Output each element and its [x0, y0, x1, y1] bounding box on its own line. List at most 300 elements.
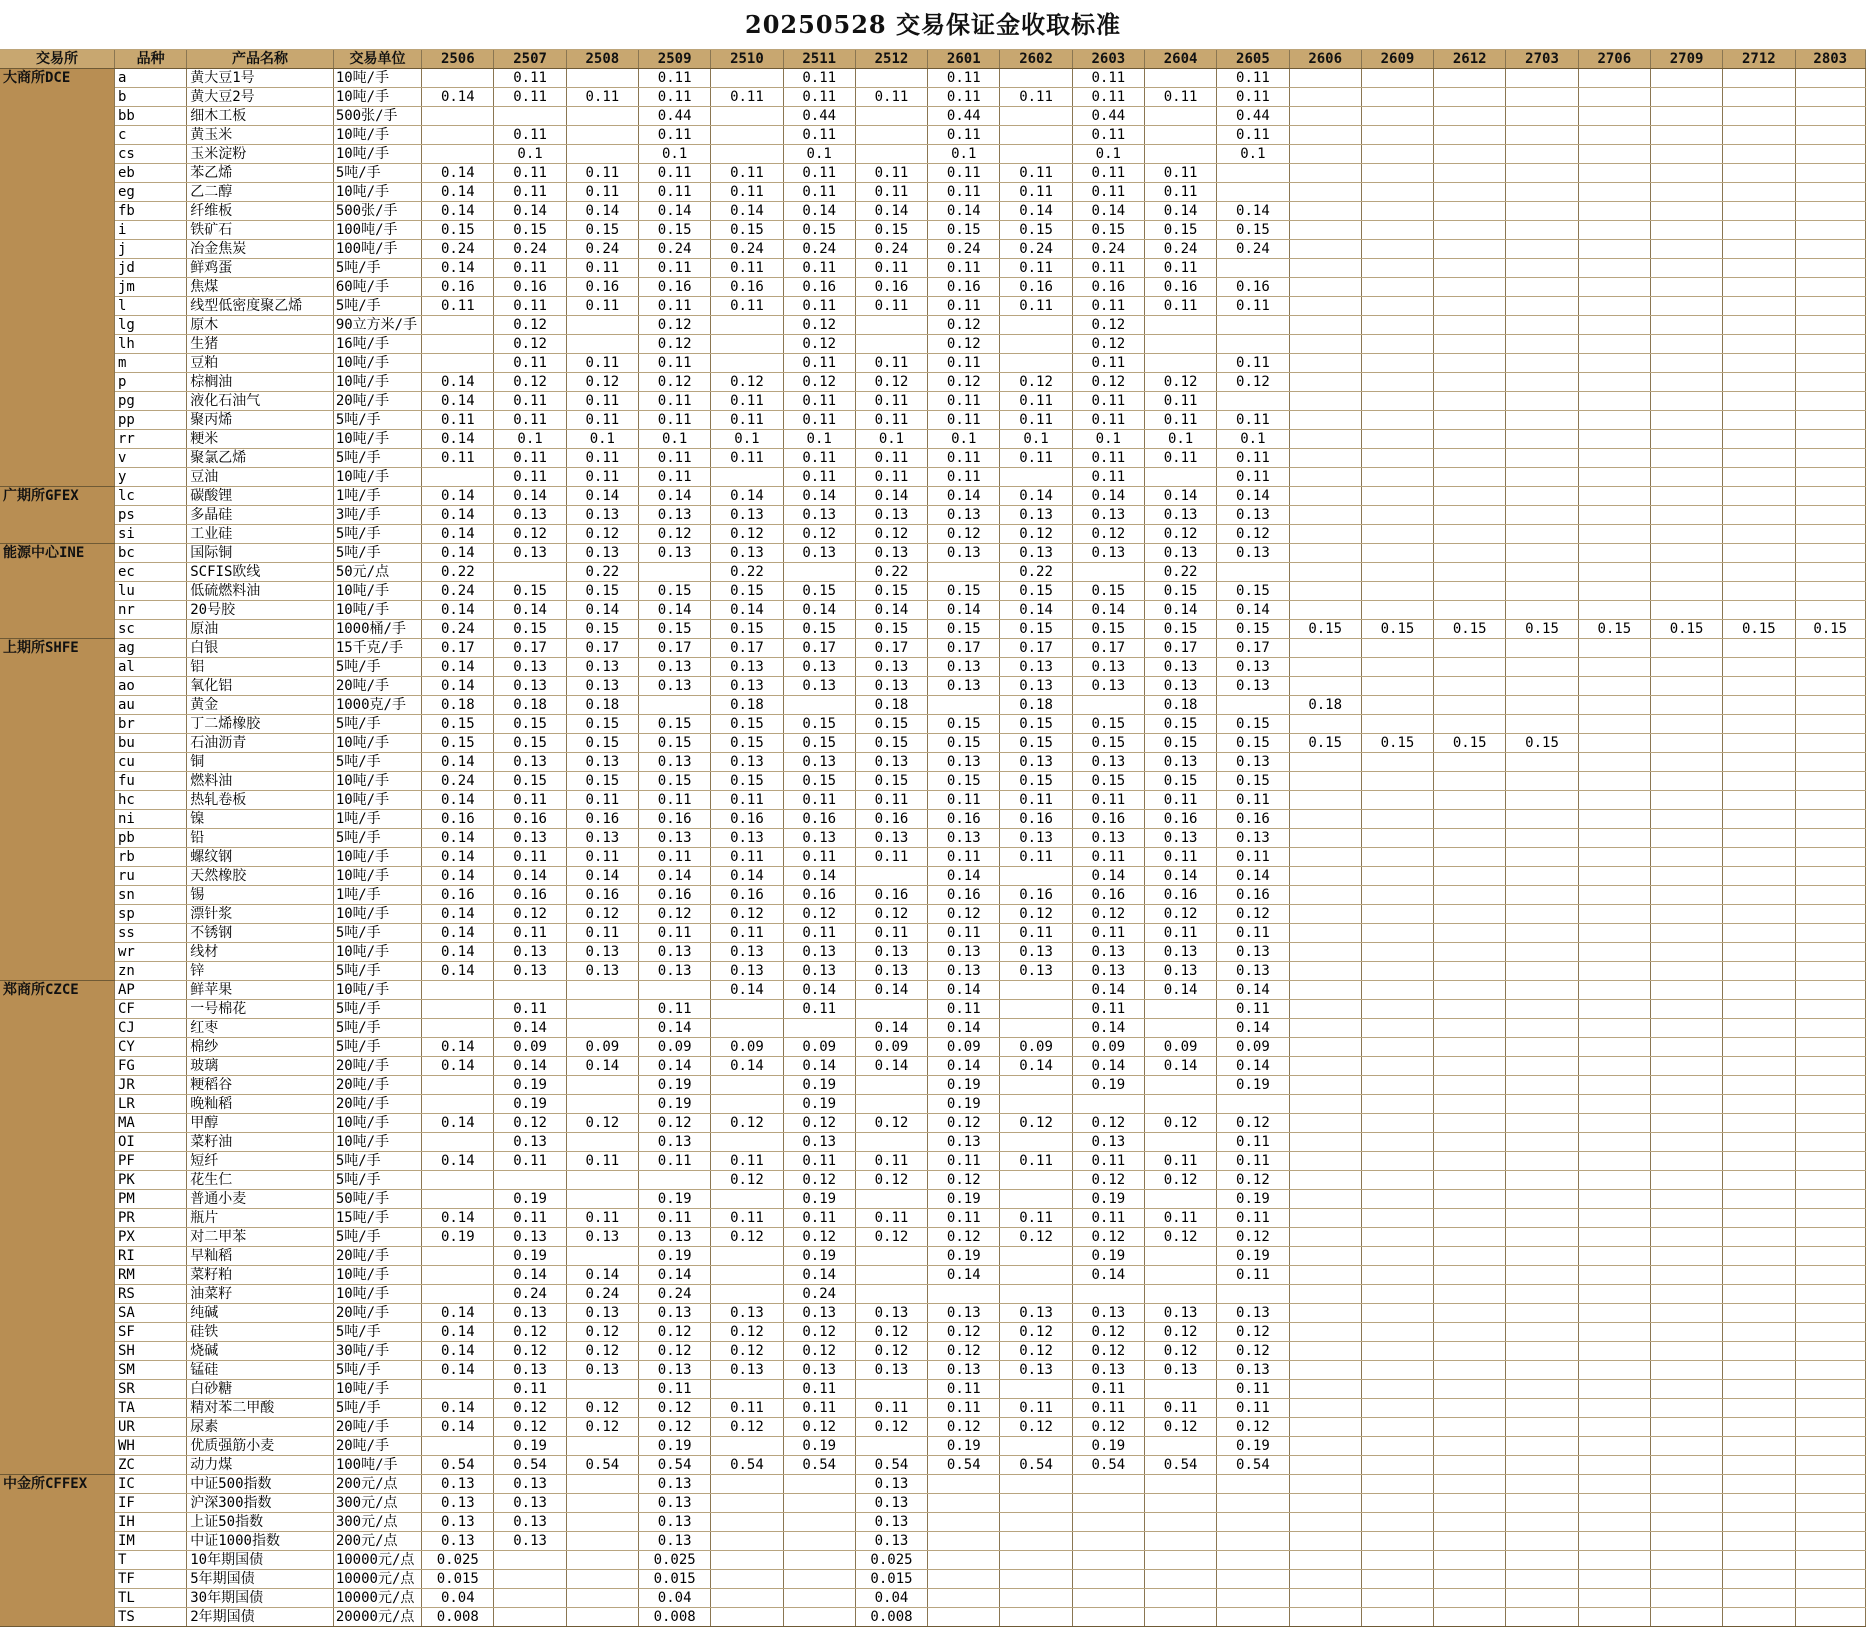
- margin-rate-cell: [1723, 1380, 1795, 1399]
- margin-rate-cell: [1650, 829, 1722, 848]
- margin-rate-cell: [1506, 1513, 1578, 1532]
- margin-rate-cell: [1000, 1589, 1072, 1608]
- margin-rate-cell: [1578, 1380, 1650, 1399]
- margin-rate-cell: [1289, 1380, 1361, 1399]
- product-name-cell: 石油沥青: [187, 734, 334, 753]
- margin-rate-cell: [1506, 1247, 1578, 1266]
- unit-cell: 5吨/手: [333, 1323, 421, 1342]
- margin-rate-cell: 0.12: [711, 1418, 783, 1437]
- product-name-cell: 粳稻谷: [187, 1076, 334, 1095]
- table-row: [0, 734, 1866, 753]
- margin-rate-cell: 0.13: [639, 1475, 711, 1494]
- margin-rate-cell: [1361, 886, 1433, 905]
- margin-rate-cell: [494, 1171, 566, 1190]
- margin-rate-cell: 0.11: [1144, 791, 1216, 810]
- margin-rate-cell: 0.11: [1000, 88, 1072, 107]
- unit-cell: 200元/点: [333, 1475, 421, 1494]
- margin-rate-cell: 0.16: [1144, 278, 1216, 297]
- margin-rate-cell: 0.19: [494, 1095, 566, 1114]
- unit-cell: 10吨/手: [333, 430, 421, 449]
- margin-rate-cell: [1795, 544, 1866, 563]
- margin-rate-cell: [1289, 1095, 1361, 1114]
- margin-rate-cell: 0.14: [422, 601, 494, 620]
- margin-rate-cell: [1650, 1152, 1722, 1171]
- margin-rate-cell: [1361, 88, 1433, 107]
- unit-cell: 20吨/手: [333, 1057, 421, 1076]
- margin-rate-cell: [1578, 563, 1650, 582]
- margin-rate-cell: [1650, 639, 1722, 658]
- margin-rate-cell: [1361, 677, 1433, 696]
- margin-rate-cell: [1217, 316, 1289, 335]
- margin-rate-cell: 0.14: [711, 981, 783, 1000]
- margin-rate-cell: 0.11: [639, 354, 711, 373]
- margin-rate-cell: 0.15: [783, 715, 855, 734]
- margin-rate-cell: [1723, 1437, 1795, 1456]
- margin-rate-cell: [422, 107, 494, 126]
- margin-rate-cell: 0.008: [422, 1608, 494, 1627]
- margin-rate-cell: [855, 1266, 927, 1285]
- margin-rate-cell: 0.11: [1144, 1399, 1216, 1418]
- margin-rate-cell: [566, 1133, 638, 1152]
- margin-rate-cell: 0.16: [1144, 886, 1216, 905]
- margin-rate-cell: [1000, 1380, 1072, 1399]
- margin-rate-cell: 0.11: [1217, 1380, 1289, 1399]
- margin-rate-cell: 0.12: [783, 373, 855, 392]
- margin-rate-cell: 0.11: [855, 468, 927, 487]
- margin-rate-cell: [1578, 411, 1650, 430]
- code-cell: al: [114, 658, 186, 677]
- margin-rate-cell: [1578, 1323, 1650, 1342]
- margin-rate-cell: [1434, 867, 1506, 886]
- margin-rate-cell: 0.11: [566, 449, 638, 468]
- table-row: [0, 126, 1866, 145]
- margin-rate-cell: 0.12: [1217, 1323, 1289, 1342]
- margin-rate-cell: [1650, 1247, 1722, 1266]
- margin-rate-cell: 0.12: [1000, 1228, 1072, 1247]
- margin-rate-cell: [1289, 924, 1361, 943]
- margin-rate-cell: [1217, 259, 1289, 278]
- margin-rate-cell: 0.1: [494, 430, 566, 449]
- margin-rate-cell: [1650, 202, 1722, 221]
- margin-rate-cell: [855, 69, 927, 88]
- unit-cell: 10吨/手: [333, 905, 421, 924]
- margin-rate-cell: [1650, 1380, 1722, 1399]
- margin-rate-cell: [1361, 1190, 1433, 1209]
- column-header: 2703: [1506, 50, 1578, 69]
- margin-rate-cell: 0.11: [1072, 297, 1144, 316]
- margin-rate-cell: [1144, 1133, 1216, 1152]
- margin-rate-cell: [1506, 1399, 1578, 1418]
- margin-rate-cell: 0.12: [928, 525, 1000, 544]
- product-name-cell: 天然橡胶: [187, 867, 334, 886]
- margin-rate-cell: 0.13: [928, 658, 1000, 677]
- code-cell: PX: [114, 1228, 186, 1247]
- margin-rate-cell: 0.11: [1000, 183, 1072, 202]
- table-row: [0, 1418, 1866, 1437]
- margin-rate-cell: [1506, 1456, 1578, 1475]
- margin-rate-cell: [1795, 430, 1866, 449]
- code-cell: SM: [114, 1361, 186, 1380]
- margin-rate-cell: 0.12: [494, 1114, 566, 1133]
- margin-rate-cell: 0.19: [639, 1095, 711, 1114]
- margin-rate-cell: 0.11: [855, 392, 927, 411]
- margin-rate-cell: [1506, 164, 1578, 183]
- margin-rate-cell: [1289, 1038, 1361, 1057]
- margin-rate-cell: [711, 1551, 783, 1570]
- code-cell: WH: [114, 1437, 186, 1456]
- code-cell: ps: [114, 506, 186, 525]
- margin-rate-cell: [1723, 392, 1795, 411]
- margin-rate-cell: 0.11: [783, 164, 855, 183]
- code-cell: m: [114, 354, 186, 373]
- table-row: [0, 943, 1866, 962]
- margin-rate-cell: 0.18: [1000, 696, 1072, 715]
- margin-rate-cell: 0.11: [639, 924, 711, 943]
- margin-rate-cell: 0.11: [711, 1152, 783, 1171]
- margin-rate-cell: [1795, 145, 1866, 164]
- margin-rate-cell: [494, 107, 566, 126]
- margin-rate-cell: 0.15: [1361, 734, 1433, 753]
- code-cell: PR: [114, 1209, 186, 1228]
- unit-cell: 90立方米/手: [333, 316, 421, 335]
- margin-rate-cell: 0.12: [855, 1323, 927, 1342]
- margin-rate-cell: [1289, 1551, 1361, 1570]
- margin-rate-cell: 0.11: [1072, 411, 1144, 430]
- unit-cell: 10吨/手: [333, 943, 421, 962]
- margin-rate-cell: 0.13: [639, 753, 711, 772]
- margin-rate-cell: [1000, 468, 1072, 487]
- margin-rate-cell: 0.12: [711, 1171, 783, 1190]
- margin-rate-cell: 0.11: [1144, 88, 1216, 107]
- table-row: [0, 1513, 1866, 1532]
- margin-rate-cell: 0.19: [639, 1190, 711, 1209]
- table-row: [0, 1475, 1866, 1494]
- margin-rate-cell: 0.14: [639, 1266, 711, 1285]
- margin-rate-cell: [1650, 1608, 1722, 1627]
- product-name-cell: 锰硅: [187, 1361, 334, 1380]
- margin-rate-cell: [1434, 297, 1506, 316]
- margin-rate-cell: 0.13: [566, 829, 638, 848]
- margin-rate-cell: [566, 1570, 638, 1589]
- margin-rate-cell: [855, 335, 927, 354]
- margin-rate-cell: [1361, 145, 1433, 164]
- margin-rate-cell: [1650, 221, 1722, 240]
- margin-rate-cell: 0.15: [711, 620, 783, 639]
- margin-rate-cell: [1289, 240, 1361, 259]
- margin-rate-cell: [1361, 1019, 1433, 1038]
- margin-rate-cell: [1289, 392, 1361, 411]
- margin-rate-cell: [1434, 525, 1506, 544]
- margin-rate-cell: 0.11: [1072, 354, 1144, 373]
- margin-rate-cell: 0.11: [855, 354, 927, 373]
- margin-rate-cell: 0.15: [422, 734, 494, 753]
- unit-cell: 10吨/手: [333, 601, 421, 620]
- margin-rate-cell: 0.13: [1000, 753, 1072, 772]
- margin-rate-cell: 0.11: [494, 126, 566, 145]
- margin-rate-cell: [1723, 563, 1795, 582]
- margin-rate-cell: [1144, 145, 1216, 164]
- margin-rate-cell: 0.11: [494, 1000, 566, 1019]
- margin-rate-cell: [1000, 335, 1072, 354]
- margin-rate-cell: [1217, 696, 1289, 715]
- margin-rate-cell: [1506, 981, 1578, 1000]
- margin-rate-cell: [1144, 1266, 1216, 1285]
- margin-rate-cell: 0.13: [855, 1494, 927, 1513]
- margin-rate-cell: [639, 1171, 711, 1190]
- margin-rate-cell: 0.13: [1144, 943, 1216, 962]
- margin-rate-cell: 0.13: [1144, 677, 1216, 696]
- margin-rate-cell: [1723, 582, 1795, 601]
- margin-rate-cell: [1578, 278, 1650, 297]
- margin-rate-cell: 0.12: [1000, 1323, 1072, 1342]
- product-name-cell: 普通小麦: [187, 1190, 334, 1209]
- margin-rate-cell: 0.12: [1144, 1114, 1216, 1133]
- margin-rate-cell: [1434, 1532, 1506, 1551]
- margin-rate-cell: [1578, 867, 1650, 886]
- margin-rate-cell: [855, 1076, 927, 1095]
- margin-rate-cell: 0.13: [639, 1228, 711, 1247]
- margin-rate-cell: 0.11: [1217, 297, 1289, 316]
- margin-rate-cell: [1578, 1532, 1650, 1551]
- margin-rate-cell: 0.15: [566, 582, 638, 601]
- margin-rate-cell: [1361, 867, 1433, 886]
- margin-rate-cell: [1795, 677, 1866, 696]
- margin-rate-cell: 0.1: [1072, 145, 1144, 164]
- margin-rate-cell: [711, 1570, 783, 1589]
- margin-rate-cell: [422, 1380, 494, 1399]
- margin-rate-cell: 0.17: [1000, 639, 1072, 658]
- margin-rate-cell: 0.17: [1217, 639, 1289, 658]
- margin-rate-cell: 0.16: [928, 886, 1000, 905]
- margin-rate-cell: [1361, 373, 1433, 392]
- margin-rate-cell: 0.17: [1144, 639, 1216, 658]
- product-name-cell: 精对苯二甲酸: [187, 1399, 334, 1418]
- margin-rate-cell: [711, 1133, 783, 1152]
- margin-rate-cell: 0.11: [494, 392, 566, 411]
- margin-rate-cell: 0.15: [711, 715, 783, 734]
- margin-rate-cell: [1506, 943, 1578, 962]
- margin-rate-cell: 0.12: [1072, 905, 1144, 924]
- margin-rate-cell: 0.13: [1144, 506, 1216, 525]
- margin-rate-cell: [1072, 563, 1144, 582]
- margin-rate-cell: 0.11: [1217, 1133, 1289, 1152]
- margin-rate-cell: 0.14: [783, 1266, 855, 1285]
- margin-rate-cell: 0.13: [422, 1475, 494, 1494]
- margin-rate-cell: 0.54: [1217, 1456, 1289, 1475]
- code-cell: ss: [114, 924, 186, 943]
- margin-rate-cell: [1506, 430, 1578, 449]
- margin-rate-cell: [1723, 430, 1795, 449]
- margin-rate-cell: [1723, 601, 1795, 620]
- margin-rate-cell: 0.12: [783, 1228, 855, 1247]
- margin-rate-cell: [422, 981, 494, 1000]
- unit-cell: 20吨/手: [333, 392, 421, 411]
- margin-rate-cell: 0.16: [855, 810, 927, 829]
- margin-rate-cell: 0.12: [566, 525, 638, 544]
- code-cell: bu: [114, 734, 186, 753]
- margin-rate-cell: 0.14: [855, 601, 927, 620]
- margin-rate-cell: 0.11: [783, 69, 855, 88]
- product-name-cell: 不锈钢: [187, 924, 334, 943]
- margin-rate-cell: 0.15: [422, 715, 494, 734]
- margin-rate-cell: [1650, 506, 1722, 525]
- table-row: [0, 354, 1866, 373]
- unit-cell: 30吨/手: [333, 1342, 421, 1361]
- margin-rate-cell: 0.15: [1144, 620, 1216, 639]
- margin-rate-cell: [1723, 354, 1795, 373]
- margin-rate-cell: [1723, 791, 1795, 810]
- unit-cell: 5吨/手: [333, 297, 421, 316]
- table-row: [0, 658, 1866, 677]
- margin-rate-cell: [422, 1285, 494, 1304]
- margin-rate-cell: [711, 145, 783, 164]
- margin-rate-cell: [1578, 848, 1650, 867]
- margin-rate-cell: [1795, 1266, 1866, 1285]
- code-cell: cu: [114, 753, 186, 772]
- product-name-cell: 镍: [187, 810, 334, 829]
- margin-rate-cell: [1506, 1019, 1578, 1038]
- table-row: [0, 1361, 1866, 1380]
- margin-rate-cell: 0.15: [494, 221, 566, 240]
- margin-rate-cell: [1289, 1608, 1361, 1627]
- margin-rate-cell: [1650, 1285, 1722, 1304]
- margin-rate-cell: [1795, 240, 1866, 259]
- unit-cell: 10吨/手: [333, 791, 421, 810]
- margin-rate-cell: 0.13: [711, 1304, 783, 1323]
- margin-rate-cell: 0.12: [1072, 316, 1144, 335]
- margin-rate-cell: [1578, 126, 1650, 145]
- margin-rate-cell: 0.04: [639, 1589, 711, 1608]
- margin-rate-cell: [1434, 1057, 1506, 1076]
- margin-rate-cell: [422, 468, 494, 487]
- margin-rate-cell: [566, 145, 638, 164]
- margin-rate-cell: [1795, 1323, 1866, 1342]
- margin-rate-cell: 0.14: [1144, 981, 1216, 1000]
- margin-rate-cell: [1650, 1570, 1722, 1589]
- product-name-cell: 纯碱: [187, 1304, 334, 1323]
- margin-rate-cell: [783, 1494, 855, 1513]
- margin-rate-cell: 0.13: [1072, 1133, 1144, 1152]
- margin-rate-cell: [1289, 1076, 1361, 1095]
- margin-rate-cell: 0.54: [494, 1456, 566, 1475]
- margin-rate-cell: [1144, 316, 1216, 335]
- column-header: 2509: [639, 50, 711, 69]
- margin-rate-cell: 0.44: [928, 107, 1000, 126]
- margin-rate-cell: 0.54: [422, 1456, 494, 1475]
- margin-rate-cell: [711, 335, 783, 354]
- margin-rate-cell: [1289, 373, 1361, 392]
- margin-rate-cell: 0.11: [855, 924, 927, 943]
- margin-rate-cell: 0.11: [566, 297, 638, 316]
- margin-rate-cell: [1434, 1418, 1506, 1437]
- table-row: [0, 525, 1866, 544]
- margin-rate-cell: 0.11: [1072, 1399, 1144, 1418]
- margin-rate-cell: [1289, 810, 1361, 829]
- margin-rate-cell: 0.14: [566, 1266, 638, 1285]
- margin-rate-cell: 0.14: [1072, 981, 1144, 1000]
- margin-rate-cell: [1795, 354, 1866, 373]
- margin-rate-cell: [1144, 1608, 1216, 1627]
- margin-rate-cell: 0.13: [855, 1532, 927, 1551]
- margin-rate-cell: [1578, 1228, 1650, 1247]
- margin-rate-cell: 0.12: [494, 1418, 566, 1437]
- margin-rate-cell: [1289, 506, 1361, 525]
- margin-rate-cell: [1578, 1057, 1650, 1076]
- margin-rate-cell: [1361, 259, 1433, 278]
- margin-rate-cell: [1434, 810, 1506, 829]
- margin-rate-cell: [1000, 354, 1072, 373]
- product-name-cell: 豆粕: [187, 354, 334, 373]
- margin-rate-cell: 0.13: [928, 1133, 1000, 1152]
- code-cell: rb: [114, 848, 186, 867]
- margin-rate-cell: [1723, 69, 1795, 88]
- margin-rate-cell: 0.14: [422, 392, 494, 411]
- margin-rate-cell: 0.11: [1217, 1399, 1289, 1418]
- margin-rate-cell: 0.19: [1217, 1190, 1289, 1209]
- code-cell: IC: [114, 1475, 186, 1494]
- margin-rate-cell: [1289, 563, 1361, 582]
- margin-rate-cell: 0.11: [494, 848, 566, 867]
- margin-rate-cell: [422, 1171, 494, 1190]
- margin-rate-cell: 0.11: [1072, 1000, 1144, 1019]
- unit-cell: 10吨/手: [333, 582, 421, 601]
- margin-rate-cell: [1434, 886, 1506, 905]
- unit-cell: 5吨/手: [333, 715, 421, 734]
- margin-rate-cell: [928, 1532, 1000, 1551]
- unit-cell: 10吨/手: [333, 468, 421, 487]
- margin-rate-cell: 0.11: [855, 449, 927, 468]
- margin-rate-cell: [1361, 1456, 1433, 1475]
- margin-rate-cell: 0.15: [783, 620, 855, 639]
- margin-rate-cell: 0.14: [855, 981, 927, 1000]
- margin-rate-cell: [1434, 1456, 1506, 1475]
- margin-rate-cell: [1000, 1076, 1072, 1095]
- margin-rate-cell: [1650, 1190, 1722, 1209]
- margin-rate-cell: 0.14: [1000, 202, 1072, 221]
- margin-rate-cell: 0.16: [1000, 810, 1072, 829]
- margin-rate-cell: 0.11: [566, 354, 638, 373]
- margin-rate-cell: 0.16: [422, 278, 494, 297]
- code-cell: y: [114, 468, 186, 487]
- margin-rate-cell: 0.13: [783, 677, 855, 696]
- code-cell: AP: [114, 981, 186, 1000]
- margin-rate-cell: [1795, 867, 1866, 886]
- margin-rate-cell: 0.11: [1144, 1209, 1216, 1228]
- product-name-cell: 上证50指数: [187, 1513, 334, 1532]
- margin-rate-cell: [1650, 1399, 1722, 1418]
- margin-rate-cell: 0.15: [855, 582, 927, 601]
- margin-rate-cell: 0.12: [855, 1171, 927, 1190]
- margin-rate-cell: [928, 1475, 1000, 1494]
- margin-rate-cell: [1144, 107, 1216, 126]
- margin-rate-cell: 0.14: [494, 487, 566, 506]
- margin-rate-cell: 0.15: [494, 734, 566, 753]
- margin-rate-cell: 0.15: [1072, 715, 1144, 734]
- margin-rate-cell: [1506, 1133, 1578, 1152]
- table-row: [0, 1228, 1866, 1247]
- margin-rate-cell: 0.22: [566, 563, 638, 582]
- unit-cell: 10000元/点: [333, 1551, 421, 1570]
- column-header: 2604: [1144, 50, 1216, 69]
- margin-rate-cell: [1289, 1513, 1361, 1532]
- margin-rate-cell: [1723, 373, 1795, 392]
- margin-rate-cell: [1578, 335, 1650, 354]
- product-name-cell: 红枣: [187, 1019, 334, 1038]
- margin-rate-cell: 0.11: [1217, 1000, 1289, 1019]
- margin-rate-cell: [1650, 1019, 1722, 1038]
- margin-rate-cell: [1723, 886, 1795, 905]
- margin-rate-cell: [855, 1247, 927, 1266]
